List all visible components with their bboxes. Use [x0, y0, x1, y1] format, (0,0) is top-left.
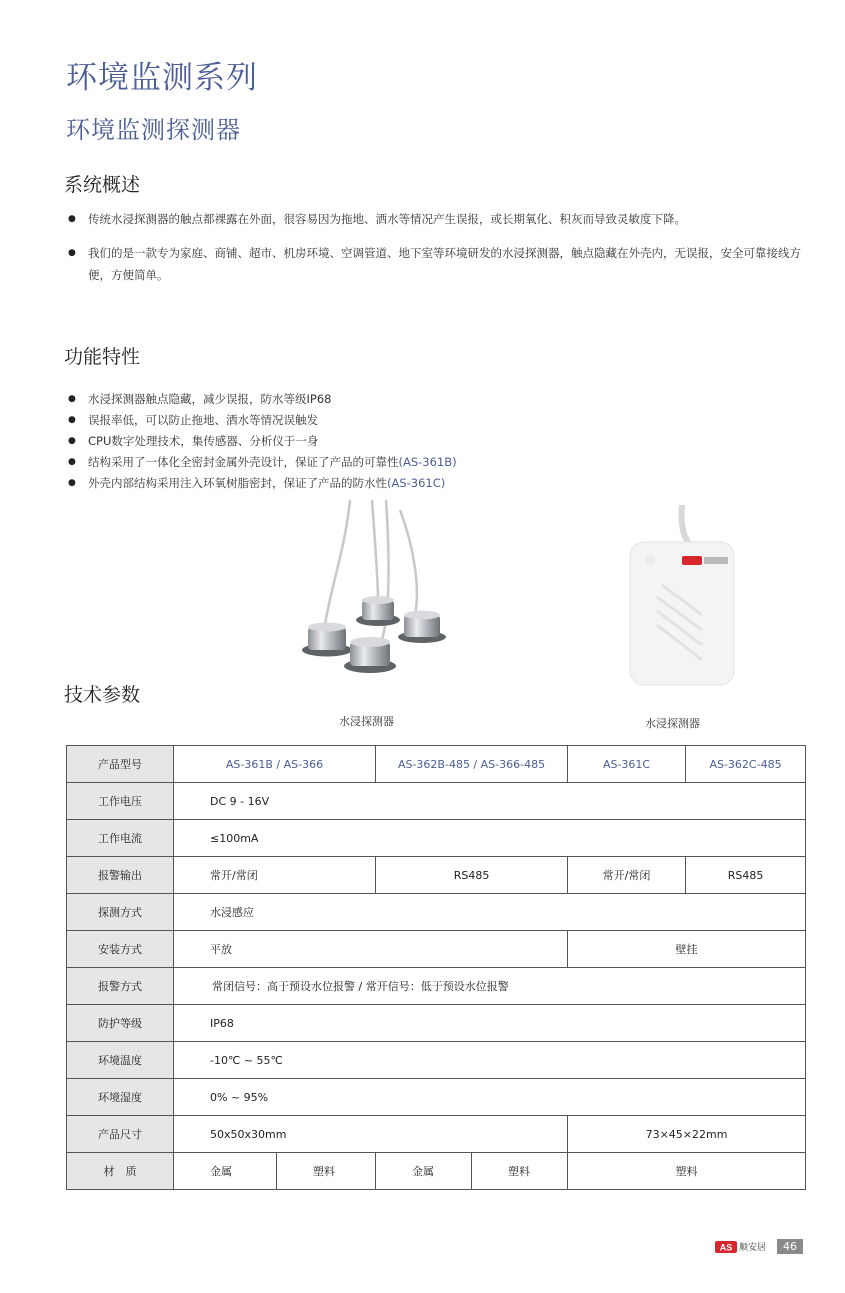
output-value: 常开/常闭 [568, 857, 686, 894]
page-title: 环境监测系列 [66, 60, 258, 96]
material-value: 塑料 [472, 1153, 568, 1190]
overview-heading: 系统概述 [64, 174, 141, 196]
metal-detector-photo [290, 500, 465, 690]
alarm-value: 常闭信号：高于预设水位报警 / 常开信号：低于预设水位报警 [174, 968, 806, 1005]
features-heading: 功能特性 [64, 346, 141, 368]
feature-text: CPU数字处理技术，集传感器、分析仪于一身 [88, 434, 319, 448]
feature-item [68, 389, 813, 410]
row-label-protection: 防护等级 [67, 1005, 174, 1042]
table-row [67, 1079, 806, 1116]
feature-model-ref: (AS-361C) [387, 476, 446, 490]
feature-item [68, 410, 813, 431]
row-label-output: 报警输出 [67, 857, 174, 894]
output-value: RS485 [376, 857, 568, 894]
table-row [67, 931, 806, 968]
table-row [67, 894, 806, 931]
output-value: 常开/常闭 [174, 857, 376, 894]
row-label-model: 产品型号 [67, 746, 174, 783]
overview-item: ● 我们的是一款专为家庭、商铺、超市、机房环境、空调管道、地下室等环境研发的水浸探测器，触点隐藏在外壳内，无误报，安全可靠接线方便，方便简单。 [68, 242, 813, 286]
svg-text:AS: AS [719, 1242, 733, 1253]
model-cell: AS-361B / AS-366 [174, 746, 376, 783]
current-value: ≤100mA [174, 820, 806, 857]
row-label-size: 产品尺寸 [67, 1116, 174, 1153]
model-cell: AS-362C-485 [686, 746, 806, 783]
table-row [67, 746, 806, 783]
material-value: 金属 [174, 1153, 277, 1190]
humidity-value: 0% ~ 95% [174, 1079, 806, 1116]
row-label-install: 安装方式 [67, 931, 174, 968]
feature-text: 外壳内部结构采用注入环氧树脂密封，保证了产品的防水性 [88, 476, 387, 490]
specs-heading: 技术参数 [64, 684, 141, 706]
page-subtitle: 环境监测探测器 [66, 116, 241, 144]
feature-text: 误报率低，可以防止拖地、洒水等情况误触发 [88, 413, 318, 427]
feature-item [68, 473, 813, 494]
overview-list [68, 208, 813, 298]
feature-text: 结构采用了一体化全密封金属外壳设计，保证了产品的可靠性 [88, 455, 399, 469]
size-value: 73×45×22mm [568, 1116, 806, 1153]
photo-caption-plastic: 水浸探测器 [645, 717, 700, 730]
voltage-value: DC 9 - 16V [174, 783, 806, 820]
row-label-method: 探测方式 [67, 894, 174, 931]
table-row [67, 1005, 806, 1042]
row-label-voltage: 工作电压 [67, 783, 174, 820]
table-row [67, 783, 806, 820]
model-cell: AS-362B-485 / AS-366-485 [376, 746, 568, 783]
model-cell: AS-361C [568, 746, 686, 783]
brand-logo [715, 1240, 775, 1254]
feature-model-ref: (AS-361B) [398, 455, 457, 469]
plastic-detector-photo [622, 505, 737, 690]
install-value: 壁挂 [568, 931, 806, 968]
brand-name: 顺安居 [739, 1243, 767, 1253]
method-value: 水浸感应 [174, 894, 806, 931]
row-label-current: 工作电流 [67, 820, 174, 857]
photo-caption-metal: 水浸探测器 [339, 715, 394, 728]
temp-value: -10℃ ~ 55℃ [174, 1042, 806, 1079]
row-label-temp: 环境温度 [67, 1042, 174, 1079]
table-row [67, 968, 806, 1005]
row-label-humidity: 环境湿度 [67, 1079, 174, 1116]
table-row [67, 1116, 806, 1153]
table-row [67, 820, 806, 857]
material-value: 金属 [376, 1153, 472, 1190]
spec-table [66, 745, 806, 1190]
feature-item [68, 431, 813, 452]
material-value: 塑料 [568, 1153, 806, 1190]
row-label-material: 材 质 [67, 1153, 174, 1190]
table-row [67, 1153, 806, 1190]
table-row [67, 1042, 806, 1079]
install-value: 平放 [174, 931, 568, 968]
overview-item: ● 传统水浸探测器的触点都裸露在外面，很容易因为拖地、洒水等情况产生误报，或长期氧化、积灰而导致灵敏度下降。 [68, 208, 813, 230]
feature-item [68, 452, 813, 473]
page-number: 46 [777, 1239, 803, 1254]
output-value: RS485 [686, 857, 806, 894]
material-value: 塑料 [277, 1153, 376, 1190]
row-label-alarm: 报警方式 [67, 968, 174, 1005]
protection-value: IP68 [174, 1005, 806, 1042]
features-list [68, 389, 813, 494]
size-value: 50x50x30mm [174, 1116, 568, 1153]
feature-text: 水浸探测器触点隐藏，减少误报，防水等级IP68 [88, 392, 332, 406]
table-row [67, 857, 806, 894]
